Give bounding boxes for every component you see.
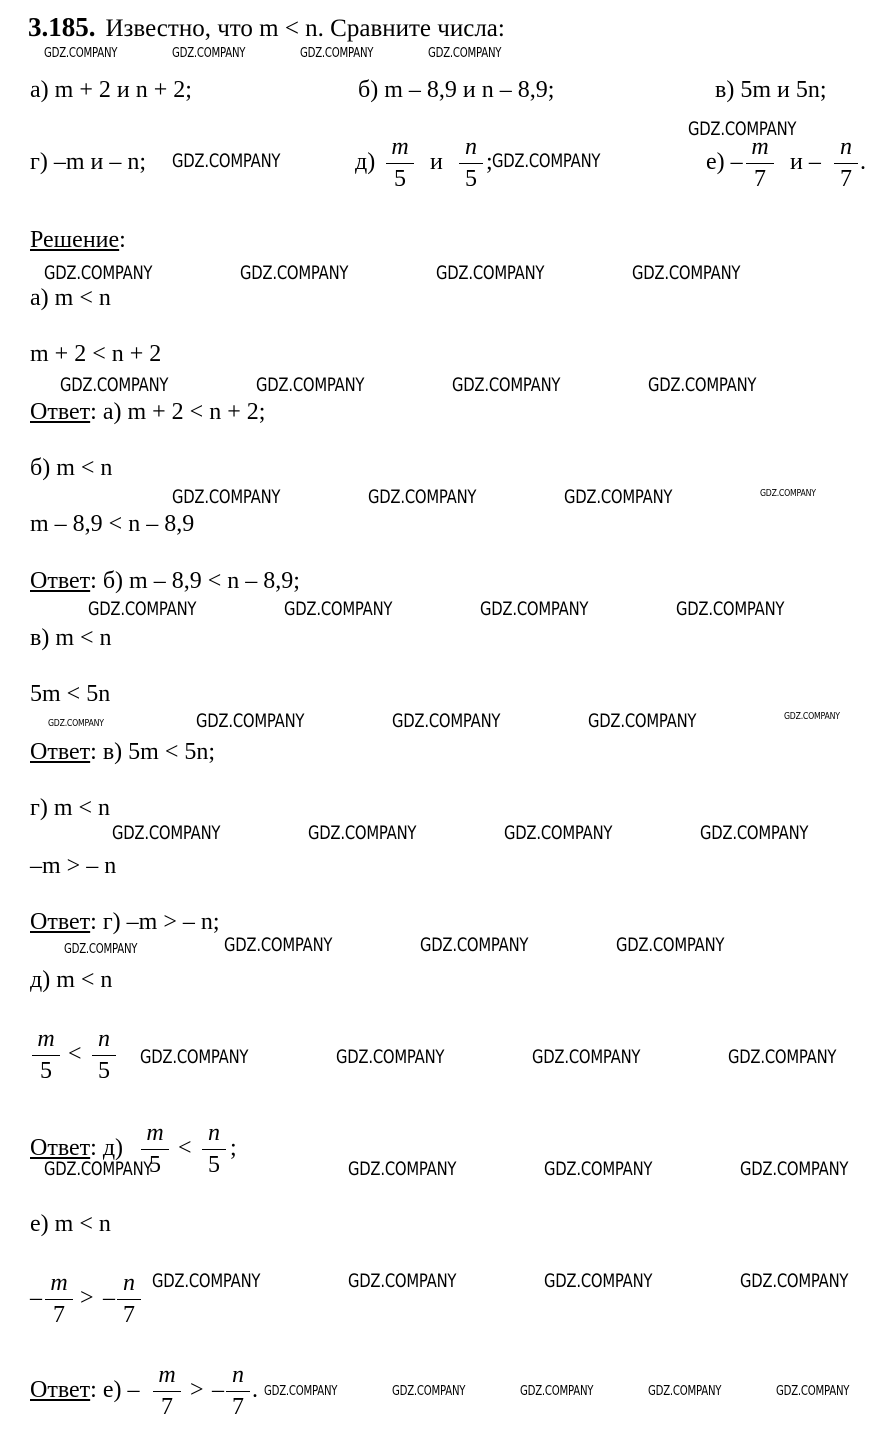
solution-g-given: г) m < n (30, 795, 111, 821)
watermark: GDZ.COMPANY (784, 711, 840, 722)
solution-e-minus1: – (30, 1285, 42, 1311)
watermark: GDZ.COMPANY (368, 486, 477, 508)
watermark: GDZ.COMPANY (336, 1046, 445, 1068)
answer-g: Ответ: г) –m > – n; (30, 909, 220, 935)
watermark: GDZ.COMPANY (760, 488, 816, 499)
answer-e-frac-m: m 7 (153, 1362, 181, 1420)
solution-g-step: –m > – n (30, 853, 117, 879)
watermark: GDZ.COMPANY (88, 598, 197, 620)
task-d-label: д) (355, 149, 376, 175)
task-a: а) m + 2 и n + 2; (30, 77, 192, 103)
watermark: GDZ.COMPANY (544, 1270, 653, 1292)
watermark: GDZ.COMPANY (64, 942, 138, 957)
watermark: GDZ.COMPANY (172, 46, 246, 61)
watermark: GDZ.COMPANY (616, 934, 725, 956)
solution-e-minus2: – (103, 1285, 115, 1311)
solution-a-step: m + 2 < n + 2 (30, 341, 162, 367)
watermark: GDZ.COMPANY (492, 150, 601, 172)
watermark: GDZ.COMPANY (632, 262, 741, 284)
answer-e-end: . (252, 1377, 258, 1403)
solution-e-given: е) m < n (30, 1211, 111, 1237)
fraction-m-over-7: m 7 (746, 134, 774, 192)
watermark: GDZ.COMPANY (420, 934, 529, 956)
watermark: GDZ.COMPANY (300, 46, 374, 61)
watermark: GDZ.COMPANY (140, 1046, 249, 1068)
watermark: GDZ.COMPANY (256, 374, 365, 396)
watermark: GDZ.COMPANY (564, 486, 673, 508)
watermark: GDZ.COMPANY (348, 1158, 457, 1180)
answer-e-minus2: – (212, 1377, 224, 1403)
answer-d-end: ; (230, 1135, 237, 1161)
problem-statement: Известно, что m < n. Сравните числа: (105, 15, 505, 42)
answer-d-frac-n: n 5 (202, 1120, 226, 1178)
answer-b: Ответ: б) m – 8,9 < n – 8,9; (30, 568, 300, 594)
watermark: GDZ.COMPANY (648, 1384, 722, 1399)
answer-e-frac-n: n 7 (226, 1362, 250, 1420)
solution-e-gt: > (80, 1285, 94, 1311)
solution-d-frac-n: n 5 (92, 1026, 116, 1084)
solution-v-step: 5m < 5n (30, 681, 111, 707)
watermark: GDZ.COMPANY (648, 374, 757, 396)
solution-v-given: в) m < n (30, 625, 112, 651)
watermark: GDZ.COMPANY (728, 1046, 837, 1068)
answer-e: Ответ: е) – (30, 1377, 140, 1403)
answer-v: Ответ: в) 5m < 5n; (30, 739, 216, 765)
watermark: GDZ.COMPANY (740, 1158, 849, 1180)
fraction-n-over-5: n 5 (459, 134, 483, 192)
task-e-label: е) – (706, 149, 743, 175)
watermark: GDZ.COMPANY (224, 934, 333, 956)
watermark: GDZ.COMPANY (284, 598, 393, 620)
watermark: GDZ.COMPANY (452, 374, 561, 396)
watermark: GDZ.COMPANY (480, 598, 589, 620)
solution-b-given: б) m < n (30, 455, 113, 481)
watermark: GDZ.COMPANY (544, 1158, 653, 1180)
solution-d-lt: < (68, 1041, 82, 1067)
watermark: GDZ.COMPANY (172, 486, 281, 508)
watermark: GDZ.COMPANY (700, 822, 809, 844)
watermark: GDZ.COMPANY (44, 46, 118, 61)
watermark: GDZ.COMPANY (776, 1384, 850, 1399)
answer-d: Ответ: д) (30, 1135, 124, 1161)
watermark: GDZ.COMPANY (196, 710, 305, 732)
watermark: GDZ.COMPANY (392, 1384, 466, 1399)
watermark: GDZ.COMPANY (428, 46, 502, 61)
task-e-and: и – (790, 149, 821, 175)
task-v: в) 5m и 5n; (715, 77, 827, 103)
solution-a-given: а) m < n (30, 285, 111, 311)
watermark: GDZ.COMPANY (588, 710, 697, 732)
watermark: GDZ.COMPANY (44, 1158, 153, 1180)
watermark: GDZ.COMPANY (740, 1270, 849, 1292)
watermark: GDZ.COMPANY (264, 1384, 338, 1399)
fraction-n-over-7: n 7 (834, 134, 858, 192)
watermark: GDZ.COMPANY (308, 822, 417, 844)
watermark: GDZ.COMPANY (532, 1046, 641, 1068)
watermark: GDZ.COMPANY (676, 598, 785, 620)
watermark: GDZ.COMPANY (688, 118, 797, 140)
solution-d-frac-m: m 5 (32, 1026, 60, 1084)
watermark: GDZ.COMPANY (60, 374, 169, 396)
watermark: GDZ.COMPANY (436, 262, 545, 284)
task-b: б) m – 8,9 и n – 8,9; (358, 77, 555, 103)
task-g: г) –m и – n; (30, 149, 147, 175)
task-d-end: ; (486, 149, 493, 175)
answer-d-lt: < (178, 1135, 192, 1161)
solution-e-frac-n: n 7 (117, 1270, 141, 1328)
task-e-end: . (860, 149, 866, 175)
watermark: GDZ.COMPANY (348, 1270, 457, 1292)
fraction-m-over-5: m 5 (386, 134, 414, 192)
watermark: GDZ.COMPANY (112, 822, 221, 844)
watermark: GDZ.COMPANY (392, 710, 501, 732)
task-d-and: и (430, 149, 443, 175)
watermark: GDZ.COMPANY (152, 1270, 261, 1292)
problem-header (28, 12, 505, 43)
problem-number: 3.185. (28, 12, 96, 42)
watermark: GDZ.COMPANY (48, 718, 104, 729)
watermark: GDZ.COMPANY (172, 150, 281, 172)
solution-heading: Решение: (30, 227, 126, 253)
answer-d-frac-m: m 5 (141, 1120, 169, 1178)
solution-b-step: m – 8,9 < n – 8,9 (30, 511, 195, 537)
watermark: GDZ.COMPANY (504, 822, 613, 844)
solution-d-given: д) m < n (30, 967, 113, 993)
answer-a: Ответ: а) m + 2 < n + 2; (30, 399, 266, 425)
watermark: GDZ.COMPANY (520, 1384, 594, 1399)
watermark: GDZ.COMPANY (240, 262, 349, 284)
solution-e-frac-m: m 7 (45, 1270, 73, 1328)
watermark: GDZ.COMPANY (44, 262, 153, 284)
answer-e-gt: > (190, 1377, 204, 1403)
